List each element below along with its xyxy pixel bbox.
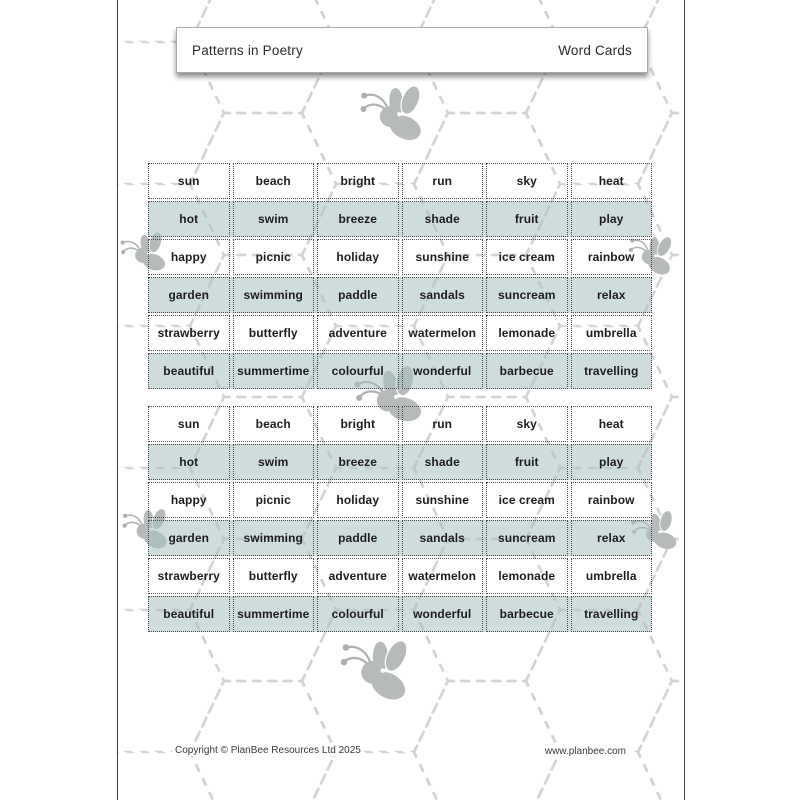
word-card: colourful [317,353,399,389]
card-row [148,277,652,313]
word-card: picnic [233,482,315,518]
word-card: beach [233,163,315,199]
word-card: fruit [486,444,568,480]
word-card: paddle [317,277,399,313]
word-card: swimming [233,277,315,313]
word-card: wonderful [402,353,484,389]
word-card: fruit [486,201,568,237]
word-card: summertime [233,596,315,632]
word-card: heat [571,406,653,442]
word-card: breeze [317,444,399,480]
word-card: summertime [233,353,315,389]
word-card: hot [148,444,230,480]
word-card: play [571,444,653,480]
word-card: colourful [317,596,399,632]
word-card: rainbow [571,239,653,275]
word-card: suncream [486,277,568,313]
word-card: holiday [317,239,399,275]
word-card: strawberry [148,315,230,351]
word-card: watermelon [402,315,484,351]
word-card: sandals [402,277,484,313]
copyright-text: Copyright © PlanBee Resources Ltd 2025 [172,745,364,756]
word-card: bright [317,406,399,442]
word-card: sunshine [402,482,484,518]
word-card: sunshine [402,239,484,275]
word-card: suncream [486,520,568,556]
word-card: happy [148,239,230,275]
word-card: beautiful [148,353,230,389]
word-card: run [402,163,484,199]
word-card: garden [148,277,230,313]
word-card: happy [148,482,230,518]
word-card: beach [233,406,315,442]
word-card: breeze [317,201,399,237]
word-card: garden [148,520,230,556]
word-card: run [402,406,484,442]
word-card: umbrella [571,558,653,594]
word-card: swimming [233,520,315,556]
doc-type-label: Word Cards [558,42,632,58]
website-link: www.planbee.com [542,746,629,757]
word-card: umbrella [571,315,653,351]
worksheet-page [117,0,685,800]
word-card: shade [402,201,484,237]
card-row [148,353,652,389]
word-card: barbecue [486,596,568,632]
word-card: relax [571,277,653,313]
card-row [148,596,652,632]
word-card: ice cream [486,239,568,275]
word-card: watermelon [402,558,484,594]
word-card: travelling [571,596,653,632]
word-card: lemonade [486,558,568,594]
card-row [148,239,652,275]
word-card: ice cream [486,482,568,518]
word-card: sandals [402,520,484,556]
word-card: hot [148,201,230,237]
header-bar [176,27,648,73]
bee-icon [353,85,435,145]
word-card: butterfly [233,558,315,594]
word-card: bright [317,163,399,199]
word-card: holiday [317,482,399,518]
card-row [148,482,652,518]
word-card: paddle [317,520,399,556]
bee-icon [330,635,424,707]
word-card: beautiful [148,596,230,632]
word-card: lemonade [486,315,568,351]
word-card: butterfly [233,315,315,351]
word-card: play [571,201,653,237]
card-row [148,406,652,442]
card-row [148,444,652,480]
word-card: strawberry [148,558,230,594]
page-title: Patterns in Poetry [192,42,303,58]
word-card: shade [402,444,484,480]
card-row [148,163,652,199]
word-card: adventure [317,315,399,351]
word-card-grid [148,163,652,391]
word-card: adventure [317,558,399,594]
word-card: sky [486,163,568,199]
card-row [148,558,652,594]
word-card: relax [571,520,653,556]
word-card: sun [148,406,230,442]
word-card-grid [148,406,652,634]
word-card: swim [233,444,315,480]
word-card: rainbow [571,482,653,518]
word-card: wonderful [402,596,484,632]
card-row [148,520,652,556]
word-card: travelling [571,353,653,389]
card-row [148,315,652,351]
word-card: heat [571,163,653,199]
word-card: swim [233,201,315,237]
word-card: picnic [233,239,315,275]
word-card: sun [148,163,230,199]
word-card: barbecue [486,353,568,389]
word-card: sky [486,406,568,442]
card-row [148,201,652,237]
